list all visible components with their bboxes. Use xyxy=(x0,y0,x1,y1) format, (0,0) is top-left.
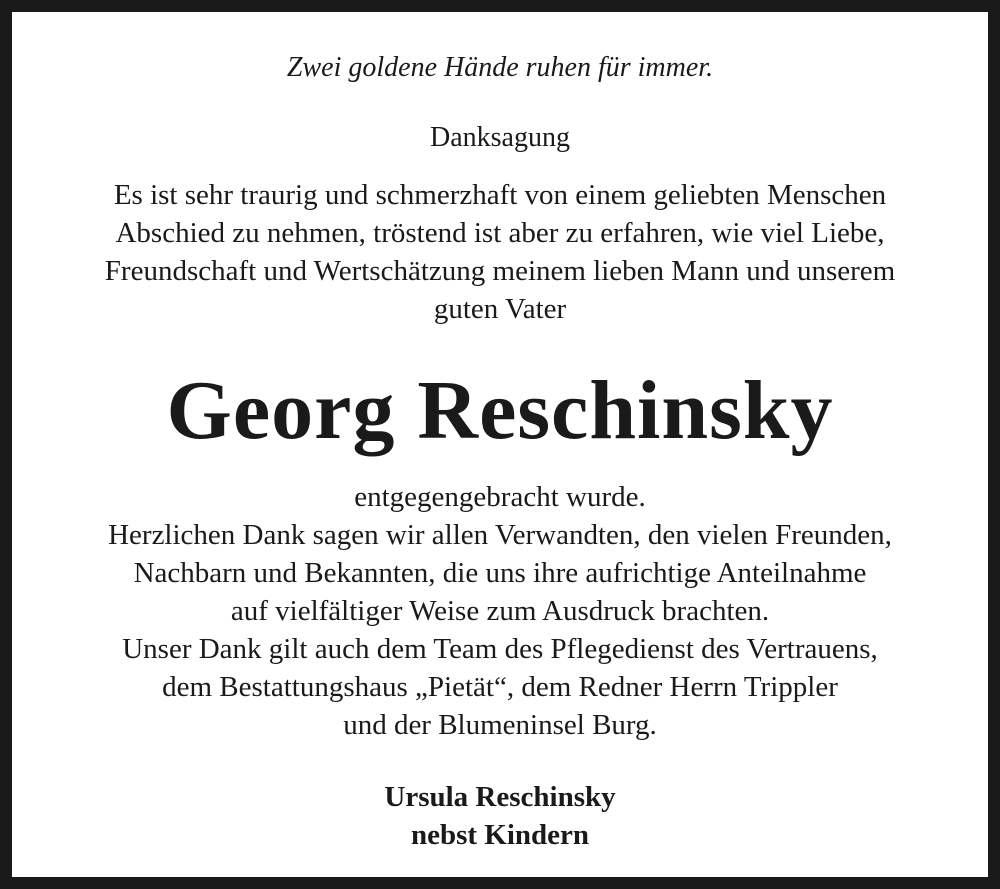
thanks-line: auf vielfältiger Weise zum Ausdruck brachten. xyxy=(230,595,770,627)
signature-line: nebst Kindern xyxy=(410,819,590,851)
intro-line: Freundschaft und Wertschätzung meinem lieben Mann und unserem xyxy=(104,255,896,287)
heading: Danksagung xyxy=(430,122,570,153)
signature-line: Ursula Reschinsky xyxy=(384,781,616,813)
thanks-line: Unser Dank gilt auch dem Team des Pflegedienst des Vertrauens, xyxy=(122,633,878,665)
thanks-line: entgegengebracht wurde. xyxy=(354,481,646,513)
thanks-paragraph xyxy=(12,478,988,744)
thanks-line: Nachbarn und Bekannten, die uns ihre aufrichtige Anteilnahme xyxy=(133,557,867,589)
signature xyxy=(12,778,988,854)
thanks-line: Herzlichen Dank sagen wir allen Verwandten, den vielen Freunden, xyxy=(108,519,892,551)
intro-line: Es ist sehr traurig und schmerzhaft von einem geliebten Menschen xyxy=(113,179,887,211)
deceased-name: Georg Reschinsky xyxy=(166,364,834,457)
intro-paragraph xyxy=(12,176,988,328)
intro-line: Abschied zu nehmen, tröstend ist aber zu erfahren, wie viel Liebe, xyxy=(115,217,885,249)
motto: Zwei goldene Hände ruhen für immer. xyxy=(286,52,714,83)
thanks-line: dem Bestattungshaus „Pietät“, dem Redner Herrn Trippler xyxy=(162,671,838,703)
thanks-line: und der Blumeninsel Burg. xyxy=(343,709,657,741)
intro-line: guten Vater xyxy=(433,293,567,325)
